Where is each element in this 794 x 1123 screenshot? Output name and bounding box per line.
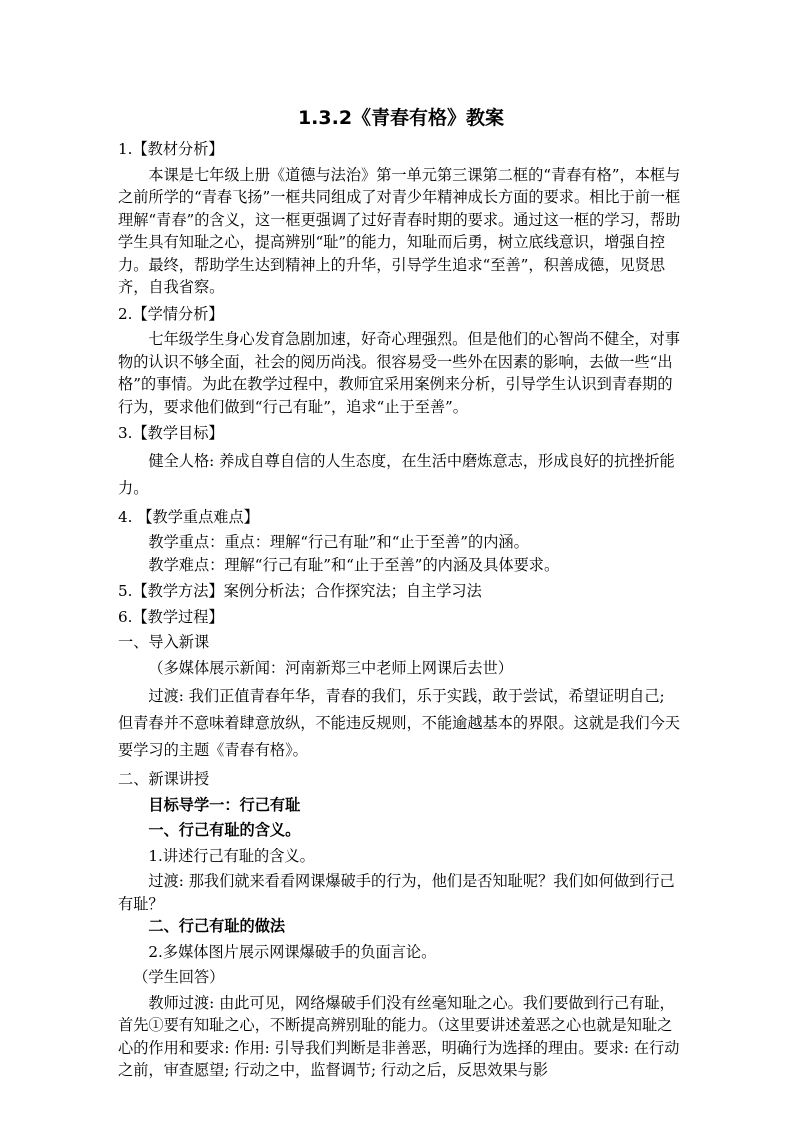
- paragraph-difficulty: 教学难点：理解“行己有耻”和“止于至善”的内涵及具体要求。: [148, 555, 560, 574]
- paragraph-transition-2: 过渡: 那我们就来看看网课爆破手的行为，他们是否知耻呢？我们如何做到行己有耻？: [118, 872, 675, 913]
- part-heading-introduction: 一、导入新课: [118, 633, 210, 651]
- section-heading-learner-analysis: 2.【学情分析】: [118, 304, 224, 323]
- section-heading-teaching-process: 6.【教学过程】: [118, 607, 224, 626]
- part-heading-new-lesson: 二、新课讲授: [118, 770, 210, 788]
- document-body: [118, 104, 684, 1082]
- section-heading-textbook-analysis: 1.【教材分析】: [118, 140, 224, 158]
- section-teaching-methods: 5.【教学方法】案例分析法；合作探究法；自主学习法: [118, 582, 482, 600]
- paragraph-media-news: （多媒体展示新闻：河南新郑三中老师上网课后去世）: [148, 658, 513, 677]
- subheading-practice: 二、行己有耻的做法: [148, 917, 286, 935]
- paragraph-key-point: 教学重点：重点：理解“行己有耻”和“止于至善”的内涵。: [148, 533, 529, 551]
- subheading-meaning: 一、行己有耻的含义。: [148, 821, 301, 839]
- list-item-2: 2.多媒体图片展示网课爆破手的负面言论。: [148, 942, 437, 961]
- goal-heading-1: 目标导学一：行己有耻: [148, 795, 301, 814]
- page-title: 1.3.2《青春有格》教案: [297, 107, 505, 129]
- list-item-1: 1.讲述行己有耻的含义。: [148, 846, 315, 865]
- paragraph-textbook-analysis: 本课是七年级上册《道德与法治》第一单元第三课第二框的“青春有格”，本框与之前所学的“青春飞扬”一框共同组成了对青少年精神成长方面的要求。相比于前一框理解“青春”的含义，这一框更强调了过好青春时期的要求。通过这一框的学习，帮助学生具有知耻之心，提高辨别“耻”的能力，知耻而后勇，树立底线意识，增强自控力。最终，帮助学生达到精神上的升华，引导学生追求“至善”，积善成德，见贤思齐，自我省察。: [118, 165, 681, 296]
- paragraph-learner-analysis: 七年级学生身心发育急剧加速，好奇心理强烈。但是他们的心智尚不健全，对事物的认识不够全面，社会的阅历尚浅。很容易受一些外在因素的影响，去做一些“出格”的事情。为此在教学过程中，教师宜采用案例来分析，引导学生认识到青春期的行为，要求他们做到“行己有耻”，追求“止于至善”。: [118, 330, 680, 416]
- section-heading-key-points: 4. 【教学重点难点】: [118, 507, 259, 526]
- section-heading-teaching-goals: 3.【教学目标】: [118, 424, 224, 442]
- paragraph-teacher-transition: 教师过渡: 由此可见，网络爆破手们没有丝毫知耻之心。我们要做到行己有耻，首先①要有知耻之心，不断提高辨别耻的能力。（这里要讲述羞恶之心也就是知耻之心的作用和要求: 作用: 引导我们判断是非善恶，明确行为选择的理由。要求: 在行动之前，审查愿望; 行动之中，监督调节; 行动之后，反思效果与影: [118, 993, 680, 1079]
- paragraph-transition-1: 过渡: 我们正值青春年华，青春的我们，乐于实践，敢于尝试，希望证明自己; 但青春并不意味着肆意放纵，不能违反规则，不能逾越基本的界限。这就是我们今天要学习的主题《青春有格》。: [118, 687, 680, 759]
- paragraph-student-answer: （学生回答）: [133, 968, 225, 986]
- paragraph-teaching-goals: 健全人格: 养成自尊自信的人生态度，在生活中磨炼意志，形成良好的抗挫折能力。: [118, 451, 675, 497]
